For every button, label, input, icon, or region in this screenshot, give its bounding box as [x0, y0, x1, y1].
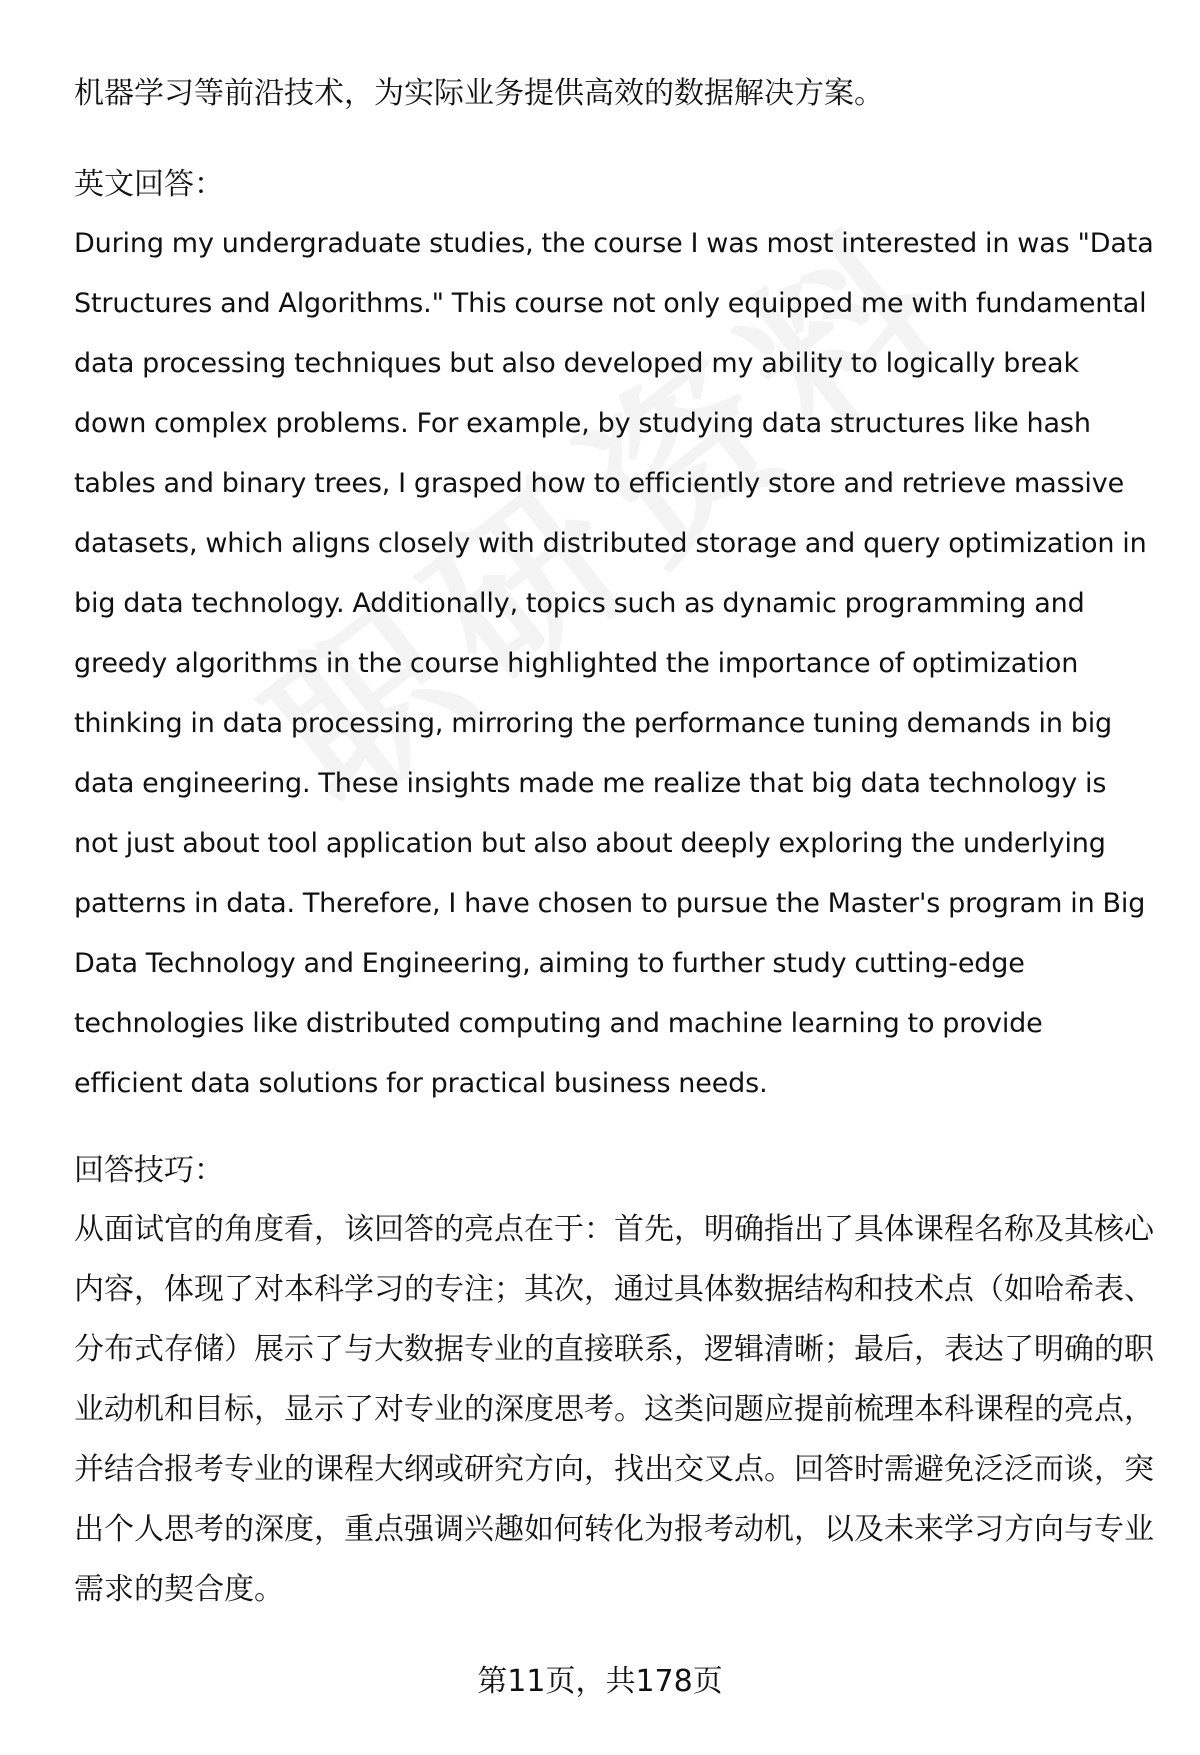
page-content [74, 64, 1154, 1620]
tips-heading: 回答技巧： [74, 1153, 224, 1188]
page-number-footer: 第11页，共178页 [477, 1664, 723, 1699]
english-answer-heading: 英文回答： [74, 167, 224, 202]
intro-tail-paragraph: 机器学习等前沿技术，为实际业务提供高效的数据解决方案。 [74, 76, 884, 111]
tips-paragraph: 从面试官的角度看，该回答的亮点在于：首先，明确指出了具体课程名称及其核心内容，体现了对本科学习的专注；其次，通过具体数据结构和技术点（如哈希表、分布式存储）展示了与大数据专业的直接联系，逻辑清晰；最后，表达了明确的职业动机和目标，显示了对专业的深度思考。这类问题应提前梳理本科课程的亮点，并结合报考专业的课程大纲或研究方向，找出交叉点。回答时需避免泛泛而谈，突出个人思考的深度，重点强调兴趣如何转化为报考动机，以及未来学习方向与专业需求的契合度。 [74, 1212, 1154, 1607]
english-answer-paragraph: During my undergraduate studies, the course I was most interested in was "Data Structures and Algorithms." This course not only equipped me with fundamental data processing techniques but also developed my ability to logically break down complex problems. For example, by studying data structures like hash tables and binary trees, I grasped how to efficiently store and retrieve massive datasets, which aligns closely with distributed storage and query optimization in big data technology. Additionally, topics such as dynamic programming and greedy algorithms in the course highlighted the importance of optimization thinking in data processing, mirroring the performance tuning demands in big data engineering. These insights made me realize that big data technology is not just about tool application but also about deeply exploring the underlying patterns in data. Therefore, I have chosen to pursue the Master's program in Big Data Technology and Engineering, aiming to further study cutting-edge technologies like distributed computing and machine learning to provide efficient data solutions for practical business needs. [74, 228, 1154, 1099]
